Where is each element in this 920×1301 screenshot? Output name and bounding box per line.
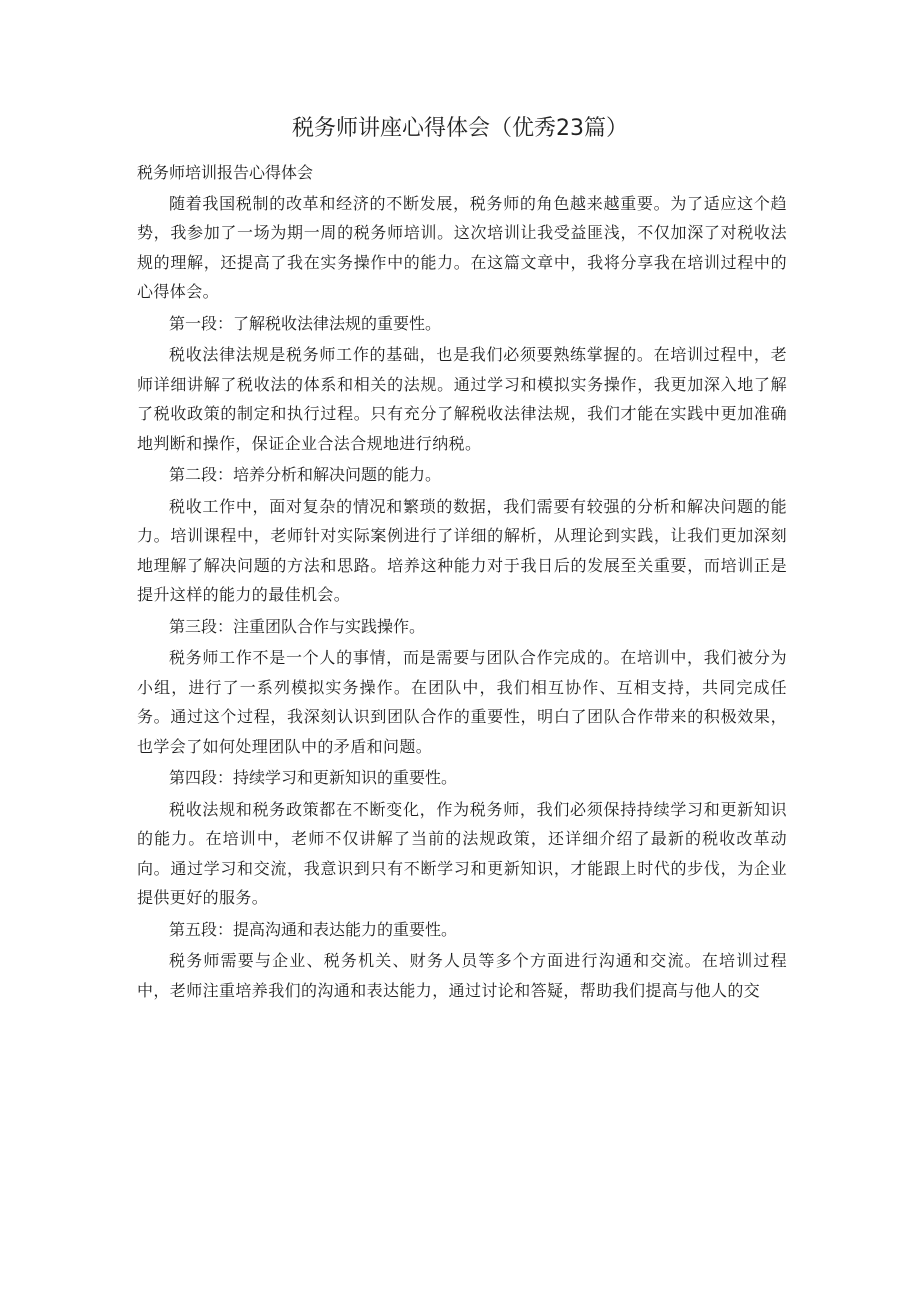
document-title: 税务师讲座心得体会（优秀23篇） — [292, 116, 628, 141]
section-2-heading: 第二段：培养分析和解决问题的能力。 — [169, 465, 442, 484]
section-4-paragraph: 税收法规和税务政策都在不断变化，作为税务师，我们必须保持持续学习和更新知识的能力。在培训中，老师不仅讲解了当前的法规政策，还详细介绍了最新的税收改革动向。通过学习和交流，我意识到只有不断学习和更新知识，才能跟上时代的步伐，为企业提供更好的服务。 — [137, 799, 787, 907]
section-4-heading: 第四段：持续学习和更新知识的重要性。 — [169, 768, 458, 787]
document-subtitle: 税务师培训报告心得体会 — [137, 163, 314, 182]
section-1-heading: 第一段：了解税收法律法规的重要性。 — [169, 313, 442, 333]
section-1-paragraph: 税收法律法规是税务师工作的基础，也是我们必须要熟练掌握的。在培训过程中，老师详细讲解了税收法的体系和相关的法规。通过学习和模拟实务操作，我更加深入地了解了税收政策的制定和执行过程。只有充分了解税收法律法规，我们才能在实践中更加准确地判断和操作，保证企业合法合规地进行纳税。 — [137, 345, 787, 453]
section-5-paragraph: 税务师需要与企业、税务机关、财务人员等多个方面进行沟通和交流。在培训过程中，老师注重培养我们的沟通和表达能力，通过讨论和答疑，帮助我们提高与他人的交 — [137, 951, 787, 1000]
section-2-paragraph: 税收工作中，面对复杂的情况和繁琐的数据，我们需要有较强的分析和解决问题的能力。培训课程中，老师针对实际案例进行了详细的解析，从理论到实践，让我们更加深刻地理解了解决问题的方法和思路。培养这种能力对于我日后的发展至关重要，而培训正是提升这样的能力的最佳机会。 — [137, 496, 787, 604]
section-3-paragraph: 税务师工作不是一个人的事情，而是需要与团队合作完成的。在培训中，我们被分为小组，进行了一系列模拟实务操作。在团队中，我们相互协作、互相支持，共同完成任务。通过这个过程，我深刻认识到团队合作的重要性，明白了团队合作带来的积极效果，也学会了如何处理团队中的矛盾和问题。 — [137, 648, 787, 756]
section-3-heading: 第三段：注重团队合作与实践操作。 — [169, 616, 426, 636]
document-body — [137, 158, 787, 1007]
section-5-heading: 第五段：提高沟通和表达能力的重要性。 — [169, 919, 458, 939]
intro-paragraph: 随着我国税制的改革和经济的不断发展，税务师的角色越来越重要。为了适应这个趋势，我参加了一场为期一周的税务师培训。这次培训让我受益匪浅，不仅加深了对税收法规的理解，还提高了我在实务操作中的能力。在这篇文章中，我将分享我在培训过程中的心得体会。 — [137, 193, 787, 301]
